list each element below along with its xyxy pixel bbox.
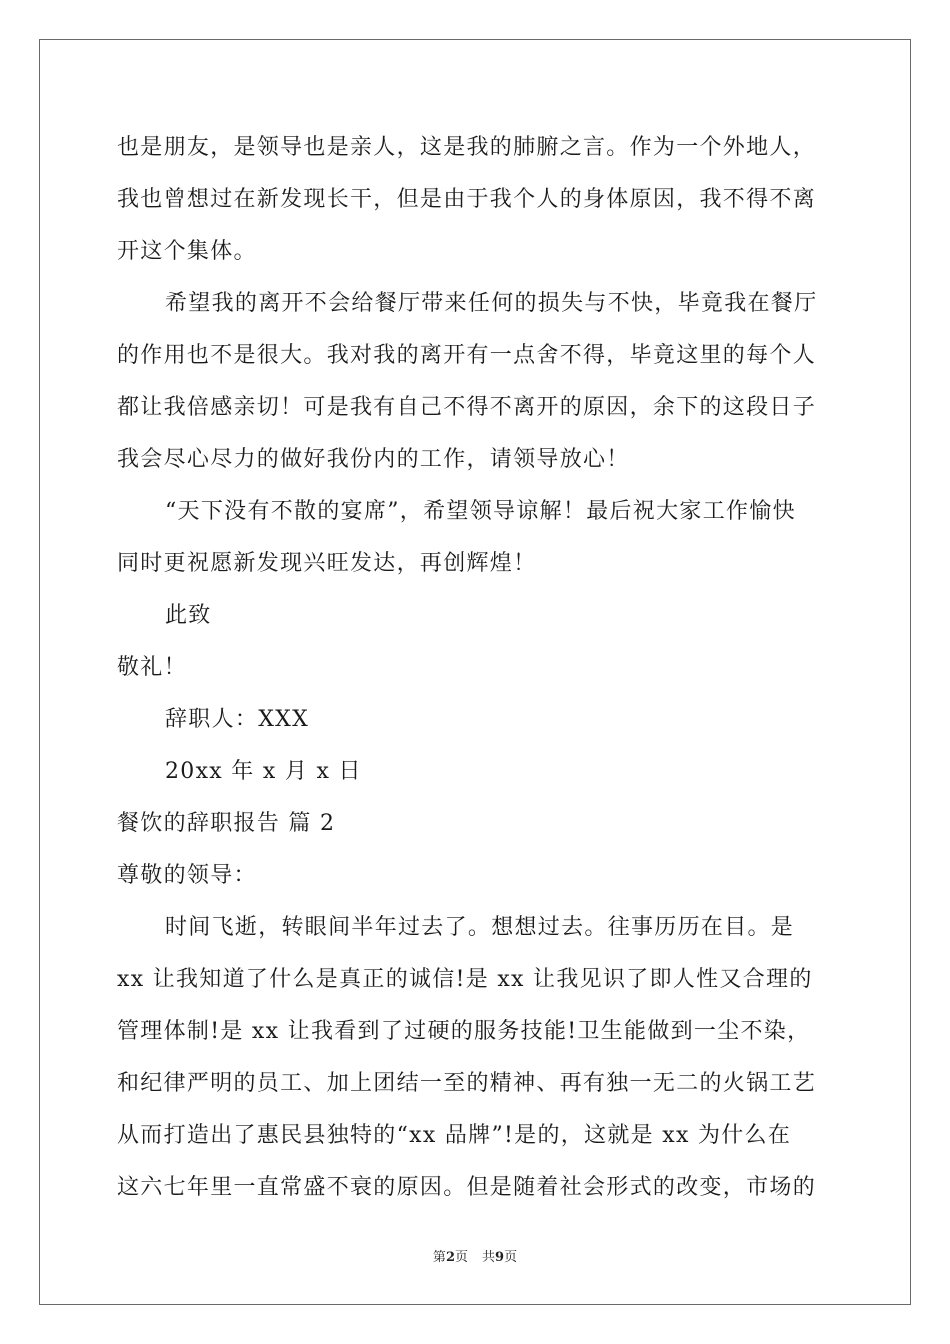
text-line: 我会尽心尽力的做好我份内的工作，请领导放心！: [117, 447, 630, 472]
page-total: 9: [495, 1250, 505, 1265]
page-prefix: 第: [432, 1250, 446, 1265]
text-line: 的作用也不是很大。我对我的离开有一点舍不得，毕竟这里的每个人: [117, 343, 817, 368]
text-line: 餐饮的辞职报告 篇 2: [117, 811, 336, 836]
text-line: xx 让我知道了什么是真正的诚信!是 xx 让我见识了即人性又合理的: [117, 967, 813, 992]
text-line: 也是朋友，是领导也是亲人，这是我的肺腑之言。作为一个外地人，: [117, 135, 817, 160]
text-line: 尊敬的领导：: [117, 863, 257, 888]
text-line: 时间飞逝，转眼间半年过去了。想想过去。往事历历在目。是: [165, 915, 795, 940]
text-line: 我也曾想过在新发现长干，但是由于我个人的身体原因，我不得不离: [117, 187, 817, 212]
text-line: 20xx 年 x 月 x 日: [165, 759, 362, 784]
text-line: 辞职人：XXX: [165, 707, 310, 732]
page-footer: [0, 1246, 950, 1265]
page-suffix: 页: [454, 1250, 468, 1265]
text-line: 此致: [165, 603, 212, 628]
text-line: 开这个集体。: [117, 239, 257, 264]
text-line: 都让我倍感亲切！可是我有自己不得不离开的原因，余下的这段日子: [117, 395, 817, 420]
text-line: 从而打造出了惠民县独特的“xx 品牌”!是的，这就是 xx 为什么在: [117, 1123, 792, 1148]
text-line: 敬礼！: [117, 655, 187, 680]
text-line: 管理体制!是 xx 让我看到了过硬的服务技能!卫生能做到一尘不染，: [117, 1019, 811, 1044]
page-current: 2: [445, 1250, 455, 1265]
text-line: 这六七年里一直常盛不衰的原因。但是随着社会形式的改变，市场的: [117, 1175, 817, 1200]
text-line: 同时更祝愿新发现兴旺发达，再创辉煌！: [117, 551, 537, 576]
text-line: 和纪律严明的员工、加上团结一至的精神、再有独一无二的火锅工艺: [117, 1071, 817, 1096]
text-line: 希望我的离开不会给餐厅带来任何的损失与不快，毕竟我在餐厅: [165, 291, 818, 316]
total-prefix: 共: [482, 1250, 496, 1265]
total-suffix: 页: [504, 1250, 518, 1265]
text-line: “天下没有不散的宴席”，希望领导谅解！最后祝大家工作愉快: [165, 499, 796, 524]
document-body: [117, 122, 837, 1214]
